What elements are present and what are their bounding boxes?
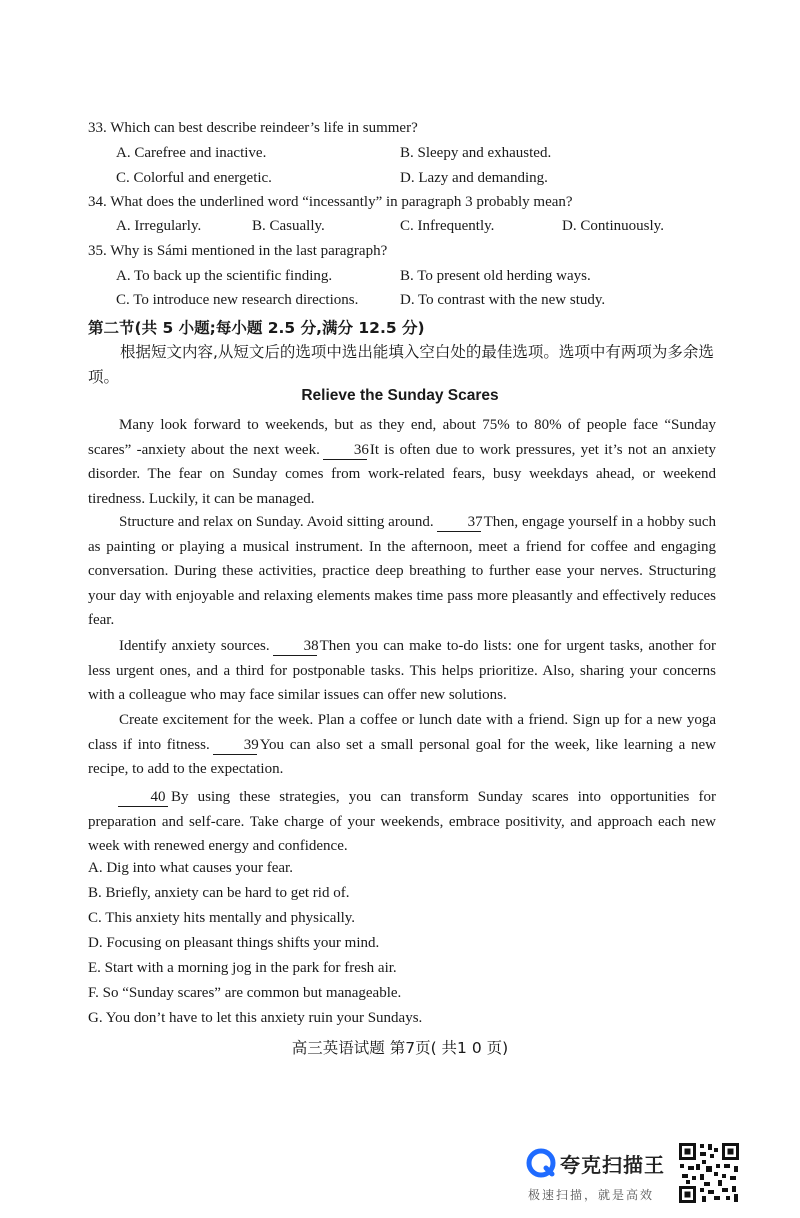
- question-33-stem: 33. Which can best describe reindeer’s life in summer?: [88, 120, 418, 136]
- question-34-option-a: A. Irregularly.: [116, 218, 202, 234]
- paragraph-4-text-b: You can also set a small personal goal for the week, like learning a new recipe, to add to the expectation.: [88, 736, 716, 778]
- page-footer: 高三英语试题 第7页( 共1 0 页): [291, 1039, 509, 1057]
- paragraph-3-text-a: Identify anxiety sources.: [119, 638, 270, 654]
- passage-paragraph-2: [88, 510, 716, 633]
- section-instructions: 根据短文内容,从短文后的选项中选出能填入空白处的最佳选项。选项中有两项为多余选项。: [88, 343, 714, 386]
- passage-paragraph-1: [88, 413, 716, 511]
- question-35-option-b: B. To present old herding ways.: [400, 268, 591, 284]
- passage-paragraph-3: [88, 634, 716, 708]
- choice-d: D. Focusing on pleasant things shifts your mind.: [88, 935, 380, 951]
- choice-a: A. Dig into what causes your fear.: [88, 860, 293, 876]
- scanner-slogan: 极速扫描，就是高效: [528, 1188, 655, 1202]
- question-33-option-c: C. Colorful and energetic.: [116, 170, 272, 186]
- question-34-option-c: C. Infrequently.: [400, 218, 495, 234]
- passage-title: Relieve the Sunday Scares: [301, 387, 499, 404]
- choice-c: C. This anxiety hits mentally and physically.: [88, 910, 356, 926]
- paragraph-1-text-b: It is often due to work pressures, yet it’s not an anxiety disorder. The fear on Sunday comes from work-related fears, busy weekdays ahead, or weekend tiredness. Luckily, it can be managed.: [88, 441, 716, 507]
- question-34-option-d: D. Continuously.: [562, 218, 664, 234]
- blank-40: 40: [118, 788, 168, 807]
- question-34-stem: 34. What does the underlined word “incessantly” in paragraph 3 probably mean?: [88, 194, 573, 210]
- passage-paragraph-5: [88, 785, 716, 859]
- choice-f: F. So “Sunday scares” are common but manageable.: [88, 985, 402, 1001]
- question-33-option-b: B. Sleepy and exhausted.: [400, 145, 552, 161]
- question-33-option-d: D. Lazy and demanding.: [400, 170, 548, 186]
- paragraph-1-text-a: Many look forward to weekends, but as they end, about 75% to 80% of people face “Sunday scares” -anxiety about the next week.: [88, 417, 716, 458]
- scanner-brand-name: 夸克扫描王: [560, 1153, 665, 1177]
- choice-b: B. Briefly, anxiety can be hard to get rid of.: [88, 885, 350, 901]
- paragraph-5-text: By using these strategies, you can transform Sunday scares into opportunities for preparation and self-care. Take charge of your weekends, embrace positivity, and approach each new week with renewed energy and confidence.: [88, 789, 716, 855]
- scanner-watermark: [526, 1146, 676, 1206]
- blank-37: 37: [437, 513, 481, 532]
- question-35-stem: 35. Why is Sámi mentioned in the last paragraph?: [88, 243, 388, 259]
- question-35-option-a: A. To back up the scientific finding.: [116, 268, 333, 284]
- paragraph-4-text-a: Create excitement for the week. Plan a coffee or lunch date with a friend. Sign up for a new yoga class if into fitness.: [88, 712, 716, 753]
- paragraph-2-text-a: Structure and relax on Sunday. Avoid sitting around.: [119, 514, 434, 530]
- blank-36: 36: [323, 441, 367, 460]
- blank-38: 38: [273, 637, 317, 656]
- question-34-option-b: B. Casually.: [252, 218, 325, 234]
- section-heading: 第二节(共 5 小题;每小题 2.5 分,满分 12.5 分): [88, 319, 425, 337]
- choice-g: G. You don’t have to let this anxiety ruin your Sundays.: [88, 1010, 423, 1026]
- scanner-logo-icon: [526, 1148, 556, 1178]
- choice-e: E. Start with a morning jog in the park for fresh air.: [88, 960, 397, 976]
- paragraph-2-text-b: Then, engage yourself in a hobby such as painting or playing a musical instrument. In the afternoon, meet a friend for coffee and engaging conversation. During these activities, practice deep breathing to further ease your nerves. Structuring your day with enjoyable and relaxing elements makes time pass more pleasantly and effectively reduces fear.: [88, 514, 716, 629]
- qr-code-icon: [678, 1142, 740, 1204]
- paragraph-3-text-b: Then you can make to-do lists: one for urgent tasks, another for less urgent ones, and a third for postponable tasks. This helps prioritize. Also, sharing your concerns with a colleague who may face similar issues can offer new solutions.: [88, 638, 717, 704]
- question-33-option-a: A. Carefree and inactive.: [116, 145, 267, 161]
- passage-paragraph-4: [88, 708, 716, 782]
- question-35-option-d: D. To contrast with the new study.: [400, 292, 606, 308]
- question-35-option-c: C. To introduce new research directions.: [116, 292, 359, 308]
- blank-39: 39: [213, 736, 257, 755]
